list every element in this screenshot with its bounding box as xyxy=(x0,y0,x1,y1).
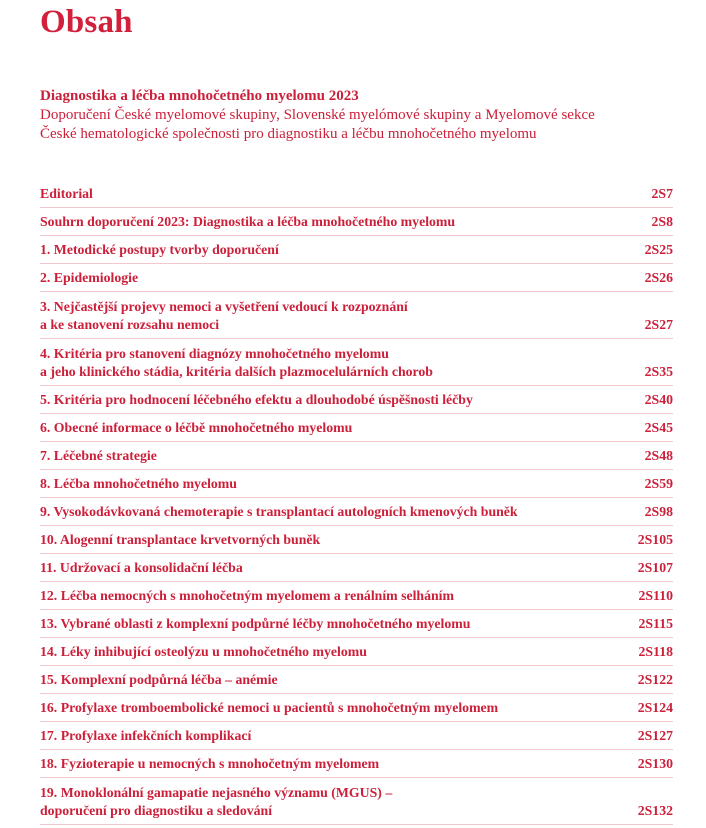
toc-entry-title: 10. Alogenní transplantace krvetvorných buněk xyxy=(40,532,321,547)
toc-entry-page: 2S115 xyxy=(638,616,673,631)
toc-entry[interactable] xyxy=(40,697,673,722)
toc-entry-page: 2S40 xyxy=(644,392,673,407)
toc-entry-page: 2S127 xyxy=(637,728,673,743)
toc-entry[interactable] xyxy=(40,501,673,526)
toc-entry-page: 2S124 xyxy=(637,700,673,715)
toc-entry-title: 19. Monoklonální gamapatie nejasného významu (MGUS) – doporučení pro diagnostiku a sledování xyxy=(40,785,393,818)
toc-entry-page: 2S107 xyxy=(637,560,673,575)
toc-entry[interactable] xyxy=(40,529,673,554)
toc-entry[interactable] xyxy=(40,295,673,339)
toc-entry-title: 1. Metodické postupy tvorby doporučení xyxy=(40,242,279,257)
toc-entry-page: 2S45 xyxy=(644,420,673,435)
toc-entry-page: 2S122 xyxy=(637,672,673,687)
intro-description-line-2: České hematologické společnosti pro diagnostiku a léčbu mnohočetného myelomu xyxy=(40,126,537,142)
toc-entry-title: 2. Epidemiologie xyxy=(40,270,139,285)
intro-description-line-1: Doporučení České myelomové skupiny, Slovenské myelómové skupiny a Myelomové sekce xyxy=(40,107,595,123)
toc-entry-title: 18. Fyzioterapie u nemocných s mnohočetným myelomem xyxy=(40,756,380,771)
toc-entry-page: 2S98 xyxy=(644,504,673,519)
toc-entry[interactable] xyxy=(40,557,673,582)
page-title: Obsah xyxy=(40,4,133,40)
toc-entry-title: 16. Profylaxe tromboembolické nemoci u pacientů s mnohočetným myelomem xyxy=(40,700,499,715)
toc-entry-title: 8. Léčba mnohočetného myelomu xyxy=(40,476,237,491)
toc-entry[interactable] xyxy=(40,211,673,236)
toc-entry[interactable] xyxy=(40,417,673,442)
toc-entry-page: 2S7 xyxy=(651,186,673,201)
toc-entry[interactable] xyxy=(40,183,673,208)
toc-entry-page: 2S35 xyxy=(644,364,673,379)
toc-entry-title: 3. Nejčastější projevy nemoci a vyšetření vedoucí k rozpoznání a ke stanovení rozsahu nemoci xyxy=(40,299,408,332)
toc-entry-title: 17. Profylaxe infekčních komplikací xyxy=(40,728,252,743)
toc-entry-page: 2S130 xyxy=(637,756,673,771)
toc-entry-title: Souhrn doporučení 2023: Diagnostika a léčba mnohočetného myelomu xyxy=(40,214,456,229)
toc-entry-title: 5. Kritéria pro hodnocení léčebného efektu a dlouhodobé úspěšnosti léčby xyxy=(40,392,473,407)
intro-block xyxy=(40,86,680,144)
toc-entry-page: 2S132 xyxy=(637,803,673,818)
toc-entry-page: 2S110 xyxy=(638,588,673,603)
toc-entry[interactable] xyxy=(40,445,673,470)
toc-entry-title: 15. Komplexní podpůrná léčba – anémie xyxy=(40,672,278,687)
toc-entry[interactable] xyxy=(40,641,673,666)
toc-entry[interactable] xyxy=(40,781,673,825)
toc-entry[interactable] xyxy=(40,725,673,750)
toc-entry-page: 2S25 xyxy=(644,242,673,257)
toc-entry-title: 6. Obecné informace o léčbě mnohočetného myelomu xyxy=(40,420,353,435)
toc-entry[interactable] xyxy=(40,669,673,694)
toc-entry-page: 2S105 xyxy=(637,532,673,547)
toc-entry-title: Editorial xyxy=(40,186,93,201)
toc-entry[interactable] xyxy=(40,585,673,610)
toc-entry[interactable] xyxy=(40,239,673,264)
toc-entry-page: 2S8 xyxy=(651,214,673,229)
toc-entry-title: 12. Léčba nemocných s mnohočetným myelomem a renálním selháním xyxy=(40,588,455,603)
toc-entry-title: 7. Léčebné strategie xyxy=(40,448,157,463)
toc-entry-title: 11. Udržovací a konsolidační léčba xyxy=(40,560,243,575)
toc-entry-page: 2S26 xyxy=(644,270,673,285)
toc-entry-title: 9. Vysokodávkovaná chemoterapie s transplantací autologních kmenových buněk xyxy=(40,504,518,519)
toc-entry[interactable] xyxy=(40,342,673,386)
toc-entry-page: 2S48 xyxy=(644,448,673,463)
toc-entry-title: 4. Kritéria pro stanovení diagnózy mnohočetného myelomu a jeho klinického stádia, kritéria dalších plazmocelulárních chorob xyxy=(40,346,433,379)
toc-entry[interactable] xyxy=(40,267,673,292)
toc-entry-title: 13. Vybrané oblasti z komplexní podpůrné léčby mnohočetného myelomu xyxy=(40,616,471,631)
toc-entry-title: 14. Léky inhibující osteolýzu u mnohočetného myelomu xyxy=(40,644,367,659)
toc-entry[interactable] xyxy=(40,613,673,638)
table-of-contents xyxy=(40,183,673,828)
toc-entry-page: 2S59 xyxy=(644,476,673,491)
intro-title: Diagnostika a léčba mnohočetného myelomu 2023 xyxy=(40,88,359,104)
toc-entry[interactable] xyxy=(40,389,673,414)
toc-entry-page: 2S27 xyxy=(644,317,673,332)
toc-entry-page: 2S118 xyxy=(638,644,673,659)
toc-entry[interactable] xyxy=(40,753,673,778)
toc-entry[interactable] xyxy=(40,473,673,498)
